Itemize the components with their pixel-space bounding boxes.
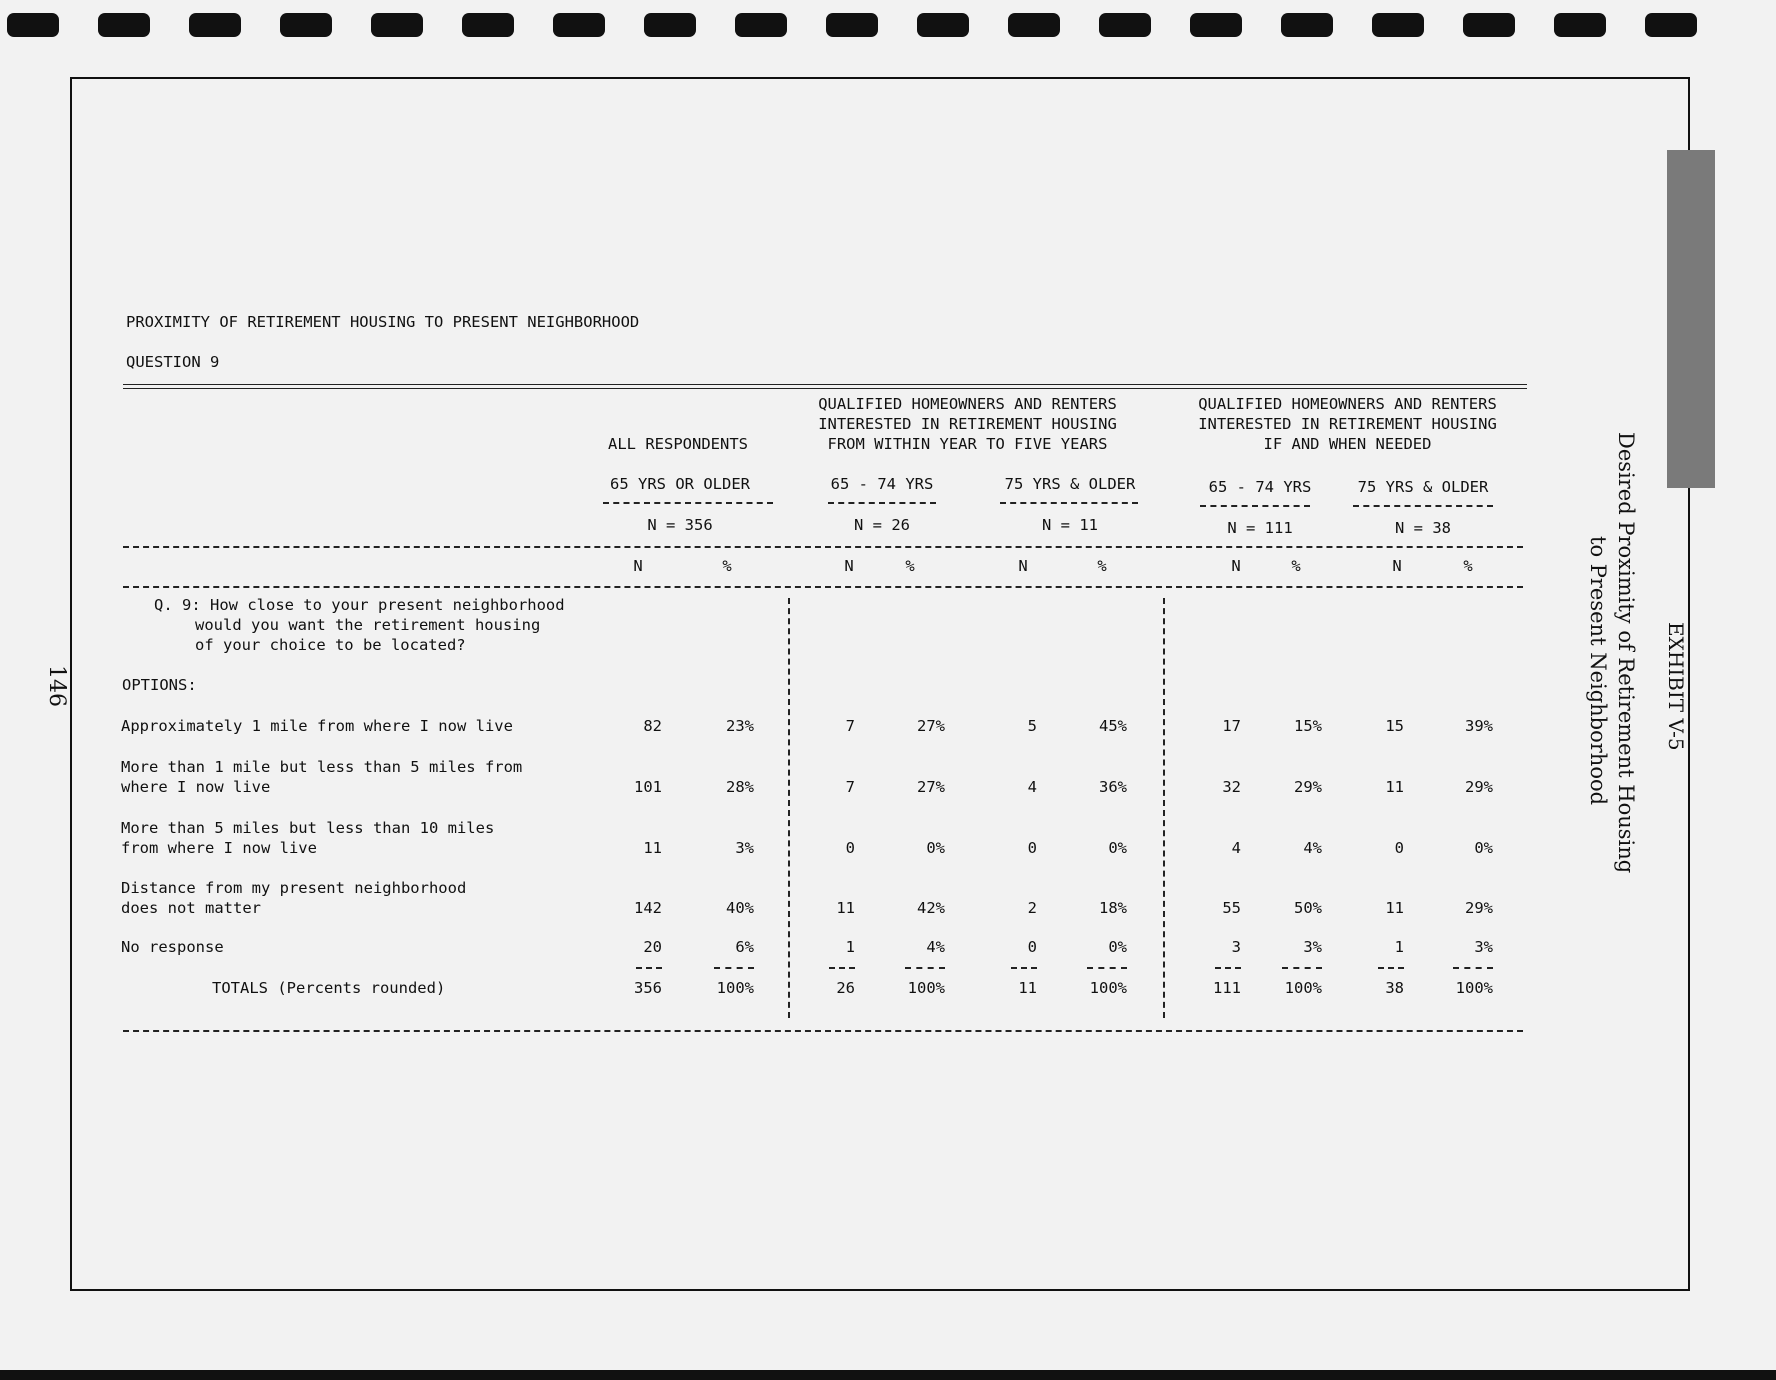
total-underline bbox=[636, 967, 662, 969]
cell-count: 11 bbox=[643, 839, 662, 857]
total-count: 26 bbox=[836, 979, 855, 997]
cell-percent: 28% bbox=[726, 778, 754, 796]
perforation-dash bbox=[189, 13, 241, 37]
question-label: QUESTION 9 bbox=[126, 353, 220, 371]
perforation-dash bbox=[553, 13, 605, 37]
cell-percent: 36% bbox=[1099, 778, 1127, 796]
col-header-n: N bbox=[1018, 557, 1028, 575]
total-count: 111 bbox=[1213, 979, 1241, 997]
side-tab bbox=[1667, 150, 1715, 488]
total-underline bbox=[1453, 967, 1493, 969]
col-header-n: N bbox=[633, 557, 643, 575]
cell-count: 7 bbox=[845, 717, 855, 735]
group3-header-line3: IF AND WHEN NEEDED bbox=[1263, 435, 1432, 453]
n-header-all: N = 356 bbox=[647, 516, 713, 534]
perforation-dash bbox=[1099, 13, 1151, 37]
row-label-continued: from where I now live bbox=[121, 839, 317, 857]
cell-percent: 4% bbox=[1303, 839, 1322, 857]
cell-percent: 45% bbox=[1099, 717, 1127, 735]
question-line1: Q. 9: How close to your present neighborhood bbox=[154, 596, 565, 614]
exhibit-title-line1: Desired Proximity of Retirement Housing bbox=[1614, 432, 1638, 874]
perforation-dash bbox=[826, 13, 878, 37]
n-header-g3a: N = 111 bbox=[1227, 519, 1293, 537]
col-header-pct: % bbox=[722, 557, 732, 575]
group3-header-line1: QUALIFIED HOMEOWNERS AND RENTERS bbox=[1198, 395, 1497, 413]
row-label-continued: where I now live bbox=[121, 778, 271, 796]
page-frame bbox=[70, 77, 1690, 1291]
cell-percent: 50% bbox=[1294, 899, 1322, 917]
exhibit-label: EXHIBIT V-5 bbox=[1664, 622, 1688, 751]
perforation-dash bbox=[1554, 13, 1606, 37]
perforation-dash bbox=[1281, 13, 1333, 37]
cell-count: 4 bbox=[1231, 839, 1241, 857]
perforation-dash bbox=[7, 13, 59, 37]
cell-count: 55 bbox=[1222, 899, 1241, 917]
perforation-dash bbox=[917, 13, 969, 37]
cell-percent: 18% bbox=[1099, 899, 1127, 917]
options-label: OPTIONS: bbox=[122, 676, 197, 694]
total-percent: 100% bbox=[1089, 979, 1127, 997]
question-line3: of your choice to be located? bbox=[195, 636, 466, 654]
cell-percent: 4% bbox=[926, 938, 945, 956]
perforation-dash bbox=[1463, 13, 1515, 37]
col-header-n: N bbox=[844, 557, 854, 575]
group3-header-line2: INTERESTED IN RETIREMENT HOUSING bbox=[1198, 415, 1497, 433]
row-label: No response bbox=[121, 938, 224, 956]
row-label: Distance from my present neighborhood bbox=[121, 879, 467, 897]
age-header-all: 65 YRS OR OLDER bbox=[610, 475, 750, 493]
cell-count: 1 bbox=[1394, 938, 1404, 956]
totals-label: TOTALS (Percents rounded) bbox=[212, 979, 446, 997]
cell-percent: 42% bbox=[917, 899, 945, 917]
group-separator-2 bbox=[1163, 598, 1165, 1018]
cell-percent: 15% bbox=[1294, 717, 1322, 735]
total-count: 38 bbox=[1385, 979, 1404, 997]
total-underline bbox=[1215, 967, 1241, 969]
cell-percent: 23% bbox=[726, 717, 754, 735]
cell-count: 2 bbox=[1027, 899, 1037, 917]
row-label-continued: does not matter bbox=[121, 899, 261, 917]
bottom-edge bbox=[0, 1370, 1776, 1380]
perforation-dash bbox=[644, 13, 696, 37]
group2-header-line2: INTERESTED IN RETIREMENT HOUSING bbox=[818, 415, 1117, 433]
cell-count: 7 bbox=[845, 778, 855, 796]
underline-all bbox=[603, 502, 773, 504]
total-underline bbox=[1011, 967, 1037, 969]
col-header-pct: % bbox=[905, 557, 915, 575]
cell-percent: 27% bbox=[917, 717, 945, 735]
cell-count: 11 bbox=[1385, 899, 1404, 917]
cell-count: 20 bbox=[643, 938, 662, 956]
cell-count: 11 bbox=[1385, 778, 1404, 796]
total-underline bbox=[1378, 967, 1404, 969]
underline-g3a bbox=[1200, 505, 1310, 507]
cell-percent: 3% bbox=[1474, 938, 1493, 956]
col-header-pct: % bbox=[1097, 557, 1107, 575]
cell-percent: 29% bbox=[1294, 778, 1322, 796]
perforation-dash bbox=[1008, 13, 1060, 37]
perforation-dash bbox=[1372, 13, 1424, 37]
cell-count: 0 bbox=[1027, 938, 1037, 956]
cell-count: 11 bbox=[836, 899, 855, 917]
cell-percent: 29% bbox=[1465, 778, 1493, 796]
perforation-dash bbox=[462, 13, 514, 37]
rule-under-n bbox=[123, 546, 1523, 548]
age-header-g3a: 65 - 74 YRS bbox=[1208, 478, 1312, 496]
cell-percent: 3% bbox=[1303, 938, 1322, 956]
double-rule bbox=[123, 384, 1527, 389]
age-header-g2b: 75 YRS & OLDER bbox=[1004, 475, 1136, 493]
col-header-n: N bbox=[1231, 557, 1241, 575]
perforation-dash bbox=[1190, 13, 1242, 37]
underline-g3b bbox=[1353, 505, 1493, 507]
total-percent: 100% bbox=[716, 979, 754, 997]
cell-count: 1 bbox=[845, 938, 855, 956]
bottom-rule bbox=[123, 1030, 1523, 1032]
cell-count: 142 bbox=[634, 899, 662, 917]
group-all-header: ALL RESPONDENTS bbox=[608, 435, 748, 453]
cell-percent: 40% bbox=[726, 899, 754, 917]
perforation-dash bbox=[735, 13, 787, 37]
group2-header-line1: QUALIFIED HOMEOWNERS AND RENTERS bbox=[818, 395, 1117, 413]
n-header-g2b: N = 11 bbox=[1042, 516, 1098, 534]
cell-count: 5 bbox=[1027, 717, 1037, 735]
cell-count: 0 bbox=[845, 839, 855, 857]
cell-count: 101 bbox=[634, 778, 662, 796]
cell-percent: 27% bbox=[917, 778, 945, 796]
total-underline bbox=[1087, 967, 1127, 969]
n-header-g3b: N = 38 bbox=[1395, 519, 1451, 537]
total-underline bbox=[829, 967, 855, 969]
col-header-pct: % bbox=[1463, 557, 1473, 575]
cell-count: 0 bbox=[1027, 839, 1037, 857]
perforation-dash bbox=[98, 13, 150, 37]
total-underline bbox=[905, 967, 945, 969]
total-underline bbox=[714, 967, 754, 969]
row-label: More than 5 miles but less than 10 miles bbox=[121, 819, 495, 837]
rule-under-subheaders bbox=[123, 586, 1523, 588]
underline-g2a bbox=[828, 502, 936, 504]
underline-g2b bbox=[1000, 502, 1138, 504]
cell-percent: 0% bbox=[1474, 839, 1493, 857]
perforation-dash bbox=[371, 13, 423, 37]
col-header-n: N bbox=[1392, 557, 1402, 575]
perforation-dash bbox=[1645, 13, 1697, 37]
cell-percent: 0% bbox=[1108, 839, 1127, 857]
group2-header-line3: FROM WITHIN YEAR TO FIVE YEARS bbox=[827, 435, 1108, 453]
total-count: 356 bbox=[634, 979, 662, 997]
cell-count: 82 bbox=[643, 717, 662, 735]
age-header-g3b: 75 YRS & OLDER bbox=[1357, 478, 1489, 496]
cell-count: 17 bbox=[1222, 717, 1241, 735]
total-percent: 100% bbox=[1284, 979, 1322, 997]
cell-count: 3 bbox=[1231, 938, 1241, 956]
cell-percent: 39% bbox=[1465, 717, 1493, 735]
exhibit-title-line2: to Present Neighborhood bbox=[1586, 536, 1610, 806]
total-count: 11 bbox=[1018, 979, 1037, 997]
col-header-pct: % bbox=[1291, 557, 1301, 575]
cell-count: 15 bbox=[1385, 717, 1404, 735]
row-label: More than 1 mile but less than 5 miles from bbox=[121, 758, 523, 776]
cell-percent: 0% bbox=[926, 839, 945, 857]
cell-percent: 6% bbox=[735, 938, 754, 956]
page-number: 146 bbox=[44, 665, 69, 707]
cell-percent: 3% bbox=[735, 839, 754, 857]
total-percent: 100% bbox=[907, 979, 945, 997]
cell-count: 0 bbox=[1394, 839, 1404, 857]
cell-percent: 29% bbox=[1465, 899, 1493, 917]
cell-count: 4 bbox=[1027, 778, 1037, 796]
question-line2: would you want the retirement housing bbox=[195, 616, 541, 634]
perforation-dash bbox=[280, 13, 332, 37]
n-header-g2a: N = 26 bbox=[854, 516, 910, 534]
total-underline bbox=[1282, 967, 1322, 969]
row-label: Approximately 1 mile from where I now live bbox=[121, 717, 513, 735]
cell-percent: 0% bbox=[1108, 938, 1127, 956]
total-percent: 100% bbox=[1455, 979, 1493, 997]
report-title: PROXIMITY OF RETIREMENT HOUSING TO PRESENT NEIGHBORHOOD bbox=[126, 313, 640, 331]
age-header-g2a: 65 - 74 YRS bbox=[830, 475, 934, 493]
cell-count: 32 bbox=[1222, 778, 1241, 796]
